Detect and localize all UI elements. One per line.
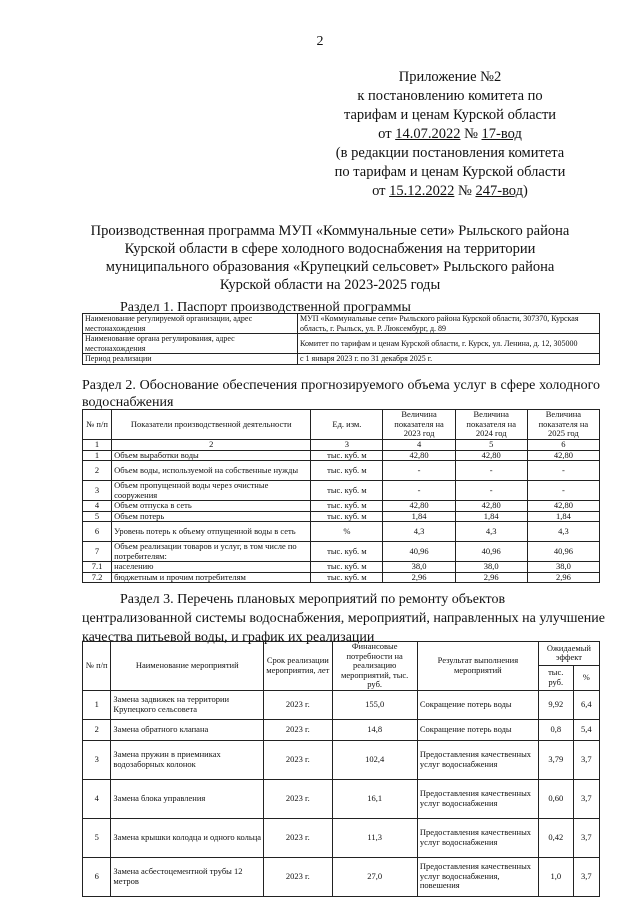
col-header-unit: Ед. изм. <box>311 410 383 440</box>
table-row <box>83 522 600 542</box>
value-2024: 1,84 <box>455 511 527 522</box>
effect-pct-cell: 3,7 <box>573 857 599 896</box>
col-number: 1 <box>83 440 112 451</box>
result-cell: Предоставления качественных услуг водоснабжения <box>417 818 538 857</box>
passport-label: Наименование регулируемой организации, адрес местонахождения <box>83 314 298 334</box>
result-cell: Предоставления качественных услуг водоснабжения <box>417 740 538 779</box>
col-number: 6 <box>527 440 599 451</box>
appendix-date: 14.07.2022 <box>395 126 461 142</box>
page-number: 2 <box>316 34 324 49</box>
row-number: 5 <box>83 511 112 522</box>
col-header-term: Срок реализации мероприятия, лет <box>264 642 332 691</box>
col-header-result: Результат выполнения мероприятий <box>417 642 538 691</box>
indicator-name: Объем отпуска в сеть <box>112 501 311 512</box>
row-number: 5 <box>83 818 111 857</box>
effect-rub-cell: 0,60 <box>538 779 573 818</box>
value-2025: 1,84 <box>527 511 599 522</box>
effect-rub-cell: 0,42 <box>538 818 573 857</box>
effect-pct-cell: 5,4 <box>573 719 599 740</box>
table-row <box>83 572 600 583</box>
col-header-effect: Ожидаемый эффект <box>538 642 599 666</box>
col-header-effect-rub: тыс. руб. <box>538 665 573 690</box>
term-cell: 2023 г. <box>264 779 332 818</box>
row-number: 3 <box>83 740 111 779</box>
value-2024: 42,80 <box>455 501 527 512</box>
appendix-line-3: тарифам и ценам Курской области <box>343 107 557 123</box>
passport-label: Наименование органа регулирования, адрес местонахождения <box>83 334 298 354</box>
col-number: 3 <box>311 440 383 451</box>
section-1-title: Раздел 1. Паспорт производственной программы <box>120 300 411 315</box>
table-row <box>83 542 600 562</box>
passport-value: Комитет по тарифам и ценам Курской области, г. Курск, ул. Ленина, д. 12, 305000 <box>298 334 600 354</box>
table-row <box>83 450 600 461</box>
row-number: 3 <box>83 481 112 501</box>
col-number: 5 <box>455 440 527 451</box>
col-number: 2 <box>112 440 311 451</box>
unit-cell: % <box>311 522 383 542</box>
finance-cell: 11,3 <box>332 818 417 857</box>
section-3-title-line-2: централизованной системы водоснабжения, мероприятий, направленных на улучшение <box>82 611 605 626</box>
result-cell: Сокращение потерь воды <box>417 719 538 740</box>
appendix-prefix: от <box>378 126 396 142</box>
indicator-name: Объем потерь <box>112 511 311 522</box>
value-2023: - <box>383 481 455 501</box>
unit-cell: тыс. куб. м <box>311 562 383 573</box>
table-row <box>83 719 600 740</box>
table-row <box>83 779 600 818</box>
effect-pct-cell: 3,7 <box>573 740 599 779</box>
value-2023: 2,96 <box>383 572 455 583</box>
measures-table <box>82 641 600 897</box>
table-row <box>83 818 600 857</box>
effect-pct-cell: 6,4 <box>573 690 599 719</box>
value-2023: - <box>383 461 455 481</box>
passport-row <box>83 354 600 365</box>
passport-table <box>82 313 600 365</box>
table-header-row <box>83 642 600 666</box>
value-2024: 42,80 <box>455 450 527 461</box>
result-cell: Предоставления качественных услуг водоснабжения <box>417 779 538 818</box>
section-2-title: Раздел 2. Обоснование обеспечения прогнозируемого объема услуг в сфере холодного водоснабжения <box>82 378 600 410</box>
effect-rub-cell: 3,79 <box>538 740 573 779</box>
table-row <box>83 562 600 573</box>
value-2023: 38,0 <box>383 562 455 573</box>
appendix-line-2: к постановлению комитета по <box>357 88 543 104</box>
finance-cell: 102,4 <box>332 740 417 779</box>
col-header-n: № п/п <box>83 642 111 691</box>
row-number: 6 <box>83 857 111 896</box>
value-2023: 40,96 <box>383 542 455 562</box>
term-cell: 2023 г. <box>264 719 332 740</box>
appendix-num-sign-2: № <box>454 183 476 199</box>
unit-cell: тыс. куб. м <box>311 572 383 583</box>
col-header-2024: Величина показателя на 2024 год <box>455 410 527 440</box>
table-row <box>83 501 600 512</box>
col-header-2023: Величина показателя на 2023 год <box>383 410 455 440</box>
value-2025: 42,80 <box>527 501 599 512</box>
col-header-finance: Финансовые потребности на реализацию мероприятий, тыс. руб. <box>332 642 417 691</box>
row-number: 7.2 <box>83 572 112 583</box>
revision-date: 15.12.2022 <box>389 183 455 199</box>
table-row <box>83 857 600 896</box>
section-3-title-line-3: качества питьевой воды, и график их реализации <box>82 630 375 645</box>
value-2025: 4,3 <box>527 522 599 542</box>
term-cell: 2023 г. <box>264 857 332 896</box>
table-row <box>83 511 600 522</box>
indicator-name: Уровень потерь к объему отпущенной воды в сеть <box>112 522 311 542</box>
closing-paren: ) <box>523 183 528 199</box>
effect-pct-cell: 3,7 <box>573 818 599 857</box>
measure-name: Замена асбестоцементной трубы 12 метров <box>111 857 264 896</box>
measure-name: Замена задвижек на территории Крупецкого сельсовета <box>111 690 264 719</box>
row-number: 2 <box>83 719 111 740</box>
col-number: 4 <box>383 440 455 451</box>
unit-cell: тыс. куб. м <box>311 542 383 562</box>
col-header-measure: Наименование мероприятий <box>111 642 264 691</box>
finance-cell: 14,8 <box>332 719 417 740</box>
col-header-n: № п/п <box>83 410 112 440</box>
finance-cell: 27,0 <box>332 857 417 896</box>
passport-value: МУП «Коммунальные сети» Рыльского района Курской области, 307370, Курская область, г. Рыльск, ул. Р. Люксембург, д. 89 <box>298 314 600 334</box>
value-2025: 38,0 <box>527 562 599 573</box>
program-title <box>60 222 600 294</box>
appendix-line-5: (в редакции постановления комитета <box>335 145 565 161</box>
finance-cell: 16,1 <box>332 779 417 818</box>
appendix-line-6: по тарифам и ценам Курской области <box>334 164 566 180</box>
effect-rub-cell: 0,8 <box>538 719 573 740</box>
result-cell: Предоставления качественных услуг водоснабжения, повешения <box>417 857 538 896</box>
indicators-table <box>82 409 600 583</box>
row-number: 4 <box>83 779 111 818</box>
indicator-name: Объем пропущенной воды через очистные сооружения <box>112 481 311 501</box>
measure-name: Замена пружин в приемниках водозаборных колонок <box>111 740 264 779</box>
program-title-line-4: Курской области на 2023-2025 годы <box>219 277 441 293</box>
value-2023: 42,80 <box>383 501 455 512</box>
value-2024: - <box>455 461 527 481</box>
table-row <box>83 461 600 481</box>
value-2025: 42,80 <box>527 450 599 461</box>
finance-cell: 155,0 <box>332 690 417 719</box>
appendix-prefix-2: от <box>372 183 390 199</box>
appendix-line-1: Приложение №2 <box>398 69 502 85</box>
row-number: 2 <box>83 461 112 481</box>
passport-label: Период реализации <box>83 354 298 365</box>
table-row <box>83 481 600 501</box>
column-number-row <box>83 440 600 451</box>
unit-cell: тыс. куб. м <box>311 511 383 522</box>
value-2024: 38,0 <box>455 562 527 573</box>
value-2023: 1,84 <box>383 511 455 522</box>
term-cell: 2023 г. <box>264 690 332 719</box>
appendix-num-sign: № <box>460 126 482 142</box>
term-cell: 2023 г. <box>264 740 332 779</box>
col-header-indicator: Показатели производственной деятельности <box>112 410 311 440</box>
program-title-line-3: муниципального образования «Крупецкий сельсовет» Рыльского района <box>105 259 555 275</box>
indicator-name: Объем воды, используемой на собственные нужды <box>112 461 311 481</box>
passport-row <box>83 314 600 334</box>
indicator-name: бюджетным и прочим потребителям <box>112 572 311 583</box>
revision-number: 247-вод <box>475 183 524 199</box>
appendix-number: 17-вод <box>481 126 522 142</box>
value-2023: 4,3 <box>383 522 455 542</box>
measures-body <box>83 690 600 896</box>
term-cell: 2023 г. <box>264 818 332 857</box>
row-number: 6 <box>83 522 112 542</box>
passport-value: с 1 января 2023 г. по 31 декабря 2025 г. <box>298 354 600 365</box>
row-number: 7 <box>83 542 112 562</box>
value-2024: 4,3 <box>455 522 527 542</box>
result-cell: Сокращение потерь воды <box>417 690 538 719</box>
section-3-title-line-1: Раздел 3. Перечень плановых мероприятий по ремонту объектов <box>120 592 506 607</box>
effect-rub-cell: 1,0 <box>538 857 573 896</box>
measure-name: Замена блока управления <box>111 779 264 818</box>
row-number: 1 <box>83 450 112 461</box>
unit-cell: тыс. куб. м <box>311 450 383 461</box>
unit-cell: тыс. куб. м <box>311 481 383 501</box>
unit-cell: тыс. куб. м <box>311 461 383 481</box>
value-2025: 40,96 <box>527 542 599 562</box>
row-number: 4 <box>83 501 112 512</box>
value-2024: 2,96 <box>455 572 527 583</box>
row-number: 7.1 <box>83 562 112 573</box>
col-header-effect-pct: % <box>573 665 599 690</box>
program-title-line-2: Курской области в сфере холодного водоснабжения на территории <box>124 241 536 257</box>
value-2024: - <box>455 481 527 501</box>
section-3-title <box>82 590 605 647</box>
value-2025: 2,96 <box>527 572 599 583</box>
appendix-header <box>300 68 600 201</box>
appendix-line-4 <box>300 125 600 144</box>
value-2025: - <box>527 481 599 501</box>
col-header-2025: Величина показателя на 2025 год <box>527 410 599 440</box>
measure-name: Замена обратного клапана <box>111 719 264 740</box>
measure-name: Замена крышки колодца и одного кольца <box>111 818 264 857</box>
value-2024: 40,96 <box>455 542 527 562</box>
passport-row <box>83 334 600 354</box>
indicators-body <box>83 450 600 583</box>
appendix-line-7 <box>300 182 600 201</box>
unit-cell: тыс. куб. м <box>311 501 383 512</box>
table-row <box>83 690 600 719</box>
indicator-name: Объем выработки воды <box>112 450 311 461</box>
effect-rub-cell: 9,92 <box>538 690 573 719</box>
indicator-name: населению <box>112 562 311 573</box>
value-2023: 42,80 <box>383 450 455 461</box>
row-number: 1 <box>83 690 111 719</box>
table-header-row <box>83 410 600 440</box>
indicator-name: Объем реализации товаров и услуг, в том числе по потребителям: <box>112 542 311 562</box>
effect-pct-cell: 3,7 <box>573 779 599 818</box>
table-row <box>83 740 600 779</box>
program-title-line-1: Производственная программа МУП «Коммунальные сети» Рыльского района <box>90 223 570 239</box>
value-2025: - <box>527 461 599 481</box>
